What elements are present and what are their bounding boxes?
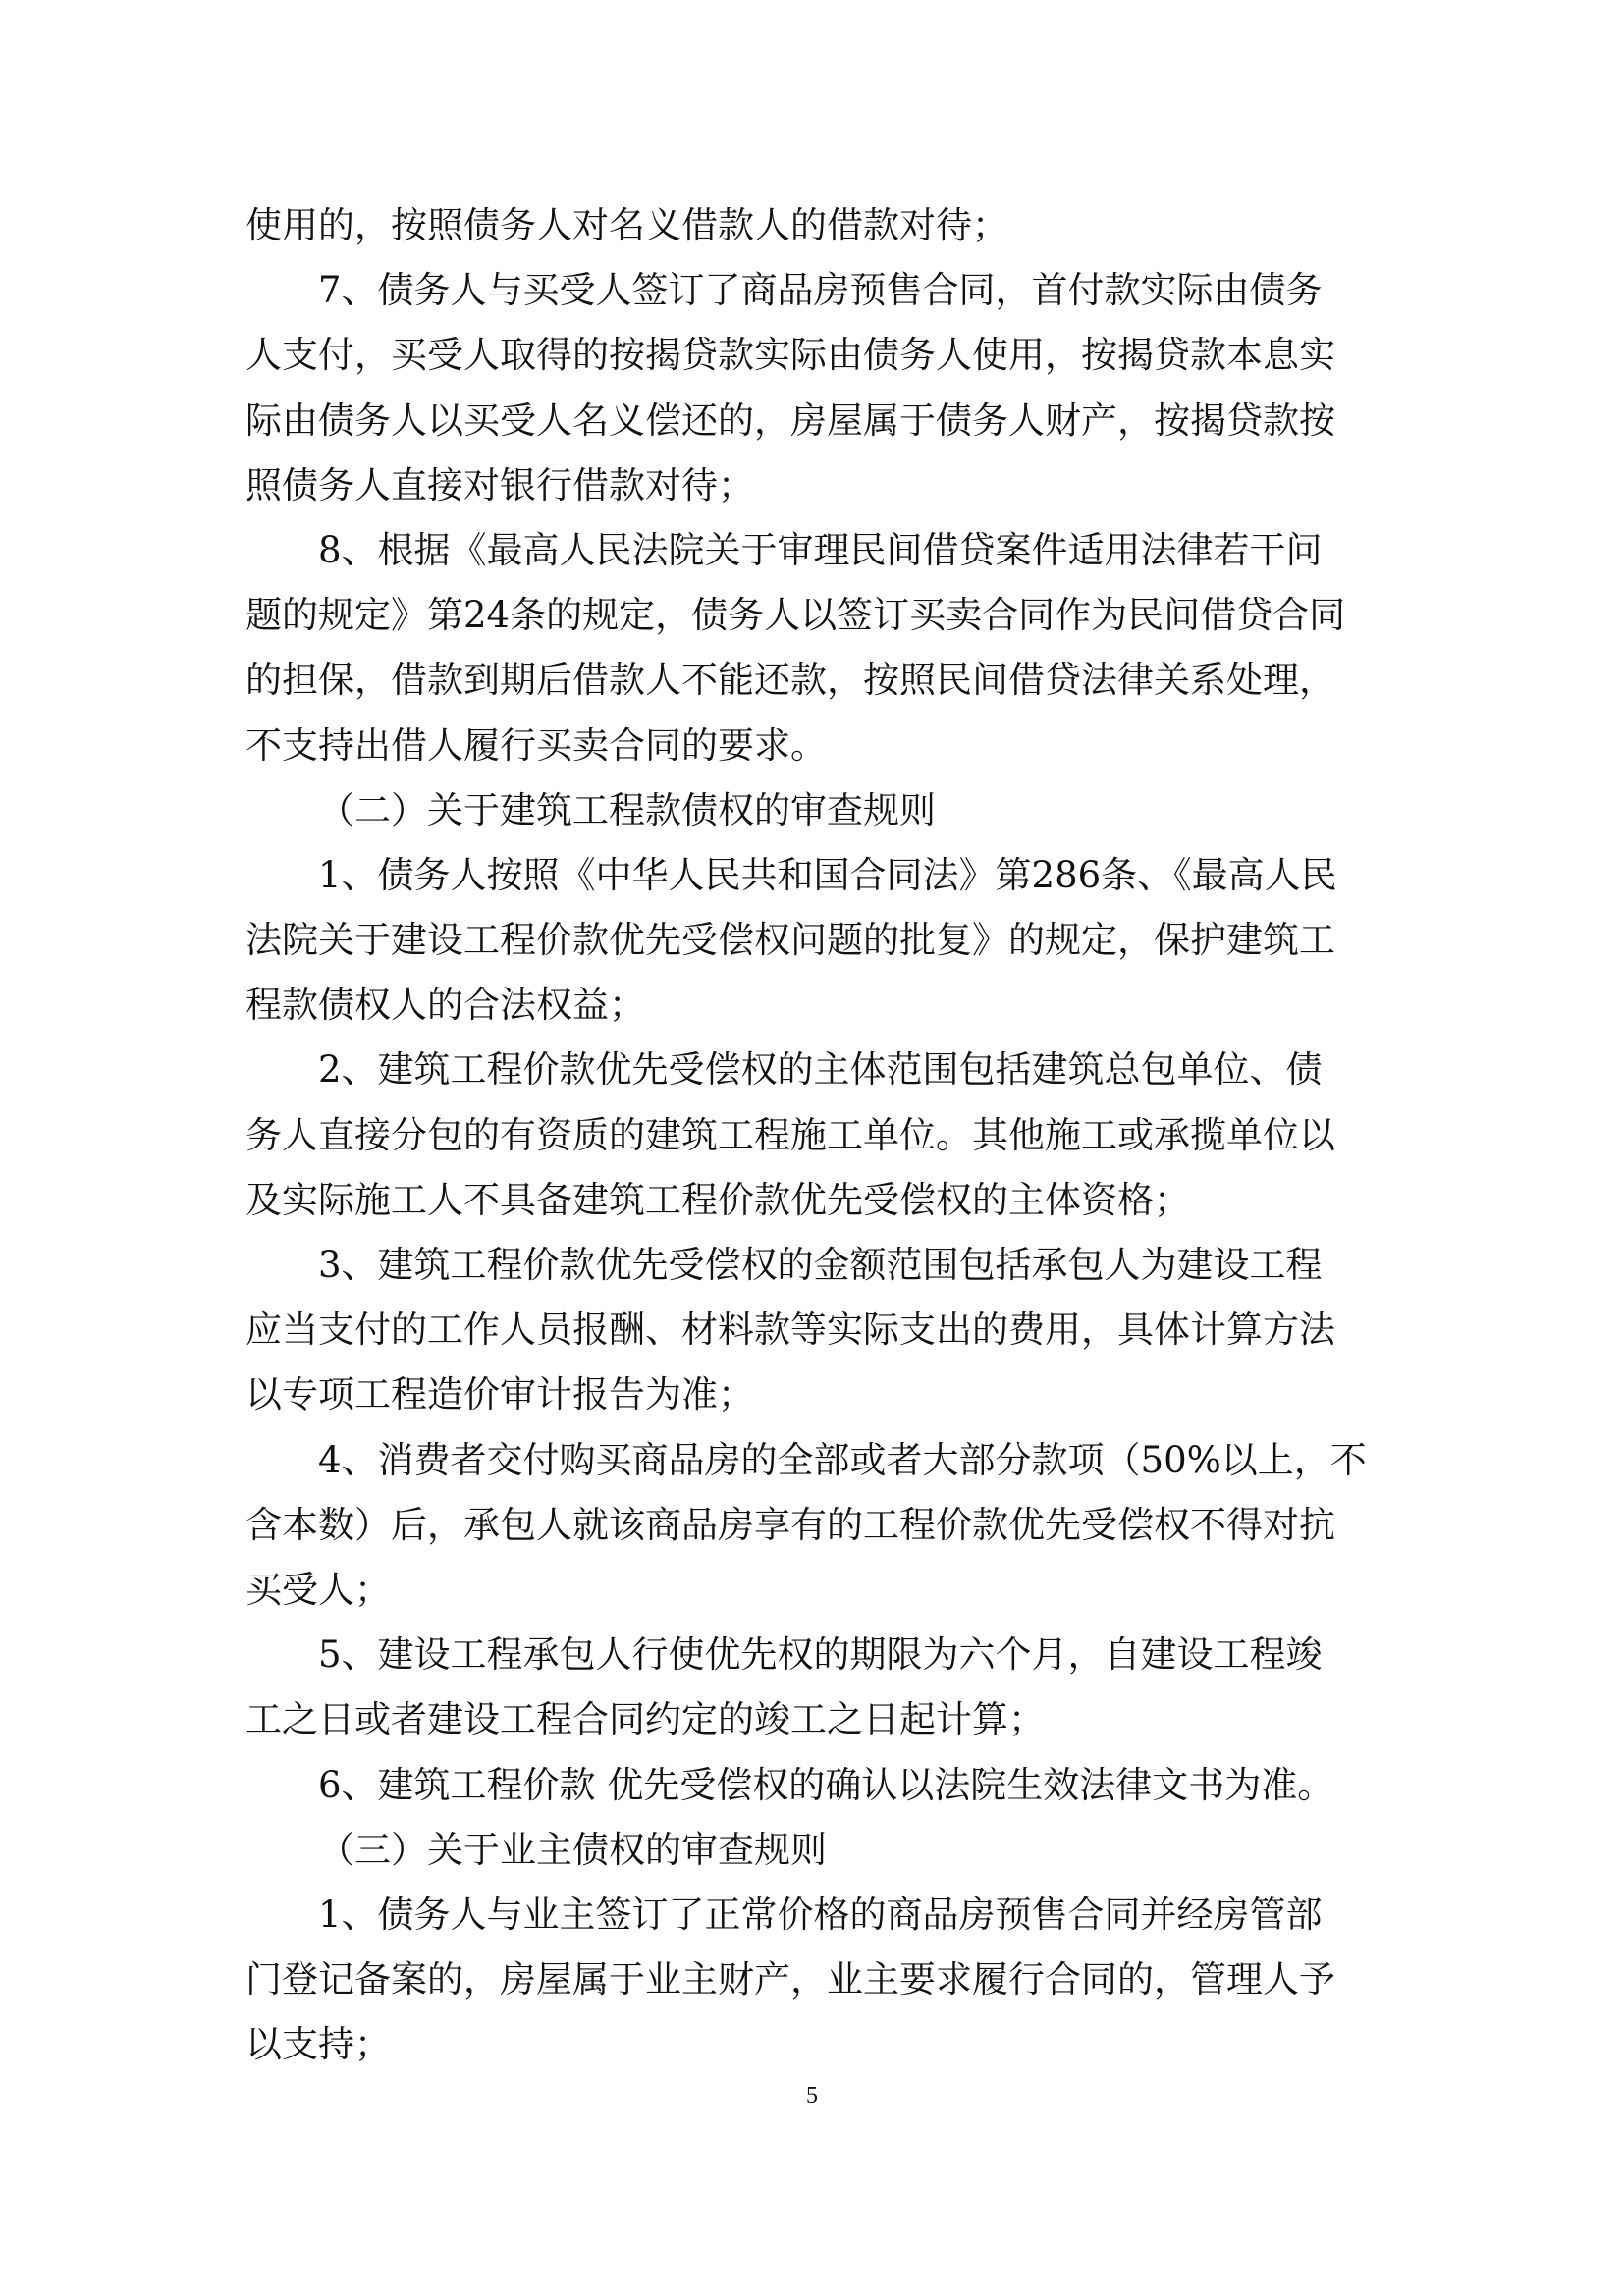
- text-line: 工之日或者建设工程合同约定的竣工之日起计算；: [245, 1698, 1045, 1741]
- text-line: 1、债务人按照《中华人民共和国合同法》第286条、《最高人民: [318, 853, 1337, 896]
- text-line: 应当支付的工作人员报酬、材料款等实际支出的费用，具体计算方法: [245, 1308, 1335, 1352]
- text-line: 人支付，买受人取得的按揭贷款实际由债务人使用，按揭贷款本息实: [245, 334, 1335, 377]
- text-line: 8、根据《最高人民法院关于审理民间借贷案件适用法律若干问: [318, 528, 1323, 571]
- text-line: 的担保，借款到期后借款人不能还款，按照民间借贷法律关系处理，: [245, 659, 1335, 702]
- section-heading: （三）关于业主债权的审查规则: [318, 1828, 827, 1871]
- text-line: 照债务人直接对银行借款对待；: [245, 463, 754, 507]
- text-line: 买受人；: [245, 1568, 391, 1611]
- text-line: 使用的，按照债务人对名义借款人的借款对待；: [245, 204, 1008, 246]
- text-line: 以专项工程造价审计报告为准；: [245, 1373, 754, 1416]
- text-line: 程款债权人的合法权益；: [245, 984, 645, 1027]
- text-line: 题的规定》第24条的规定，债务人以签订买卖合同作为民间借贷合同: [245, 594, 1346, 637]
- text-line: 以支持；: [245, 2023, 391, 2066]
- text-line: 不支持出借人履行买卖合同的要求。: [245, 723, 827, 767]
- text-line: 及实际施工人不具备建筑工程价款优先受偿权的主体资格；: [245, 1178, 1190, 1221]
- page-number: 5: [806, 2083, 818, 2109]
- document-body: [245, 193, 1384, 2077]
- text-line: 法院关于建设工程价款优先受偿权问题的批复》的规定，保护建筑工: [245, 919, 1335, 962]
- text-line: 门登记备案的，房屋属于业主财产，业主要求履行合同的，管理人予: [245, 1958, 1335, 2002]
- text-line: 5、建设工程承包人行使优先权的期限为六个月，自建设工程竣: [318, 1633, 1323, 1677]
- text-line: 1、债务人与业主签订了正常价格的商品房预售合同并经房管部: [318, 1893, 1323, 1936]
- text-line: 含本数）后，承包人就该商品房享有的工程价款优先受偿权不得对抗: [245, 1503, 1335, 1546]
- section-heading: （二）关于建筑工程款债权的审查规则: [318, 788, 936, 831]
- text-line: 际由债务人以买受人名义偿还的，房屋属于债务人财产，按揭贷款按: [245, 399, 1335, 442]
- text-line: 2、建筑工程价款优先受偿权的主体范围包括建筑总包单位、债: [318, 1048, 1323, 1092]
- text-line: 7、债务人与买受人签订了商品房预售合同，首付款实际由债务: [318, 269, 1323, 312]
- text-line: 务人直接分包的有资质的建筑工程施工单位。其他施工或承揽单位以: [245, 1113, 1335, 1156]
- text-line: 4、消费者交付购买商品房的全部或者大部分款项（50%以上，不: [318, 1438, 1367, 1481]
- text-line: 6、建筑工程价款 优先受偿权的确认以法院生效法律文书为准。: [318, 1763, 1334, 1806]
- text-line: 3、建筑工程价款优先受偿权的金额范围包括承包人为建设工程: [318, 1244, 1323, 1286]
